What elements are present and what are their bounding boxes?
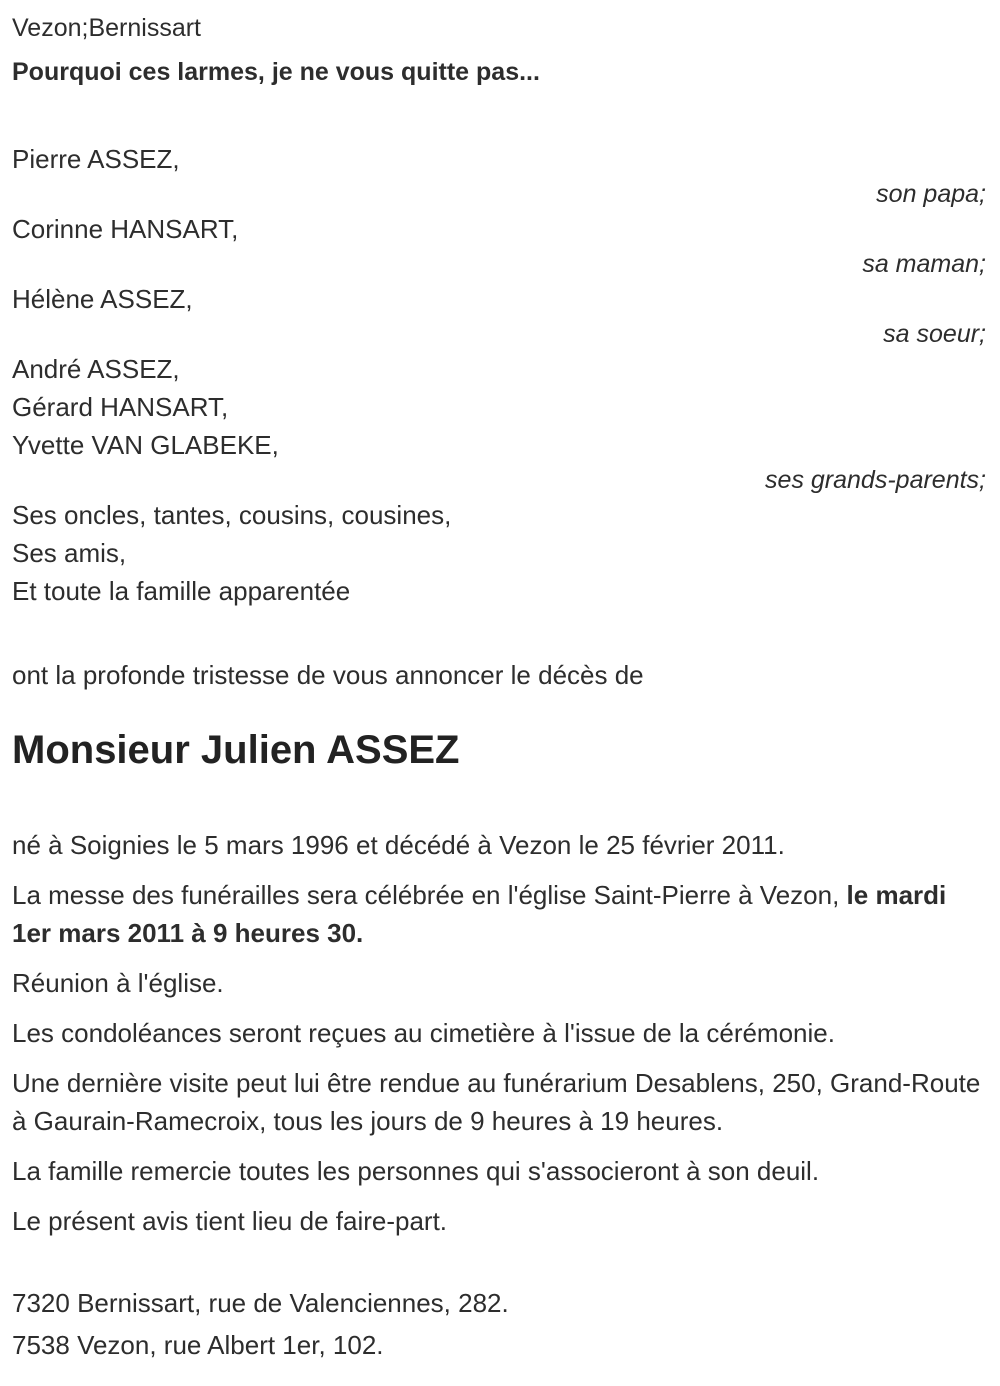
family-member-name: André ASSEZ, [12,354,180,384]
deceased-name-heading: Monsieur Julien ASSEZ [12,728,460,772]
last-visit-line: Une dernière visite peut lui être rendue au funérarium Desablens, 250, Grand-Route à Gaurain-Ramecroix, tous les jours de 9 heures à 19 heures. [12,1068,981,1136]
details-block [12,826,988,1240]
family-block [12,140,988,610]
location-line: Vezon;Bernissart [12,14,201,42]
other-mourners-line: Et toute la famille apparentée [12,576,351,606]
family-member-name: Corinne HANSART, [12,214,239,244]
family-member-relation: sa maman; [862,250,986,278]
family-member-name: Pierre ASSEZ, [12,144,180,174]
family-member-name: Gérard HANSART, [12,392,229,422]
family-member-relation: ses grands-parents; [765,466,986,494]
meeting-line: Réunion à l'église. [12,968,224,998]
other-mourners-line: Ses amis, [12,538,127,568]
announcement-line: ont la profonde tristesse de vous annoncer le décès de [12,660,644,690]
notice-line: Le présent avis tient lieu de faire-part. [12,1206,448,1236]
family-member-name: Yvette VAN GLABEKE, [12,430,279,460]
mass-info-line [12,876,988,952]
thanks-line: La famille remercie toutes les personnes qui s'associeront à son deuil. [12,1156,820,1186]
other-mourners-line: Ses oncles, tantes, cousins, cousines, [12,500,452,530]
birth-death-line: né à Soignies le 5 mars 1996 et décédé à Vezon le 25 février 2011. [12,830,785,860]
family-member-name: Hélène ASSEZ, [12,284,193,314]
addresses-block [12,1282,988,1366]
family-member-relation: sa soeur; [883,320,986,348]
mass-info-regular: La messe des funérailles sera célébrée en l'église Saint-Pierre à Vezon, [12,880,847,910]
condolences-line: Les condoléances seront reçues au cimetière à l'issue de la cérémonie. [12,1018,835,1048]
epitaph-line: Pourquoi ces larmes, je ne vous quitte pas... [12,58,540,86]
address-line: 7538 Vezon, rue Albert 1er, 102. [12,1330,384,1360]
mass-info-date-bold: le mardi 1er mars 2011 à 9 heures 30. [12,880,947,948]
family-member-relation: son papa; [876,180,986,208]
address-line: 7320 Bernissart, rue de Valenciennes, 282. [12,1288,509,1318]
